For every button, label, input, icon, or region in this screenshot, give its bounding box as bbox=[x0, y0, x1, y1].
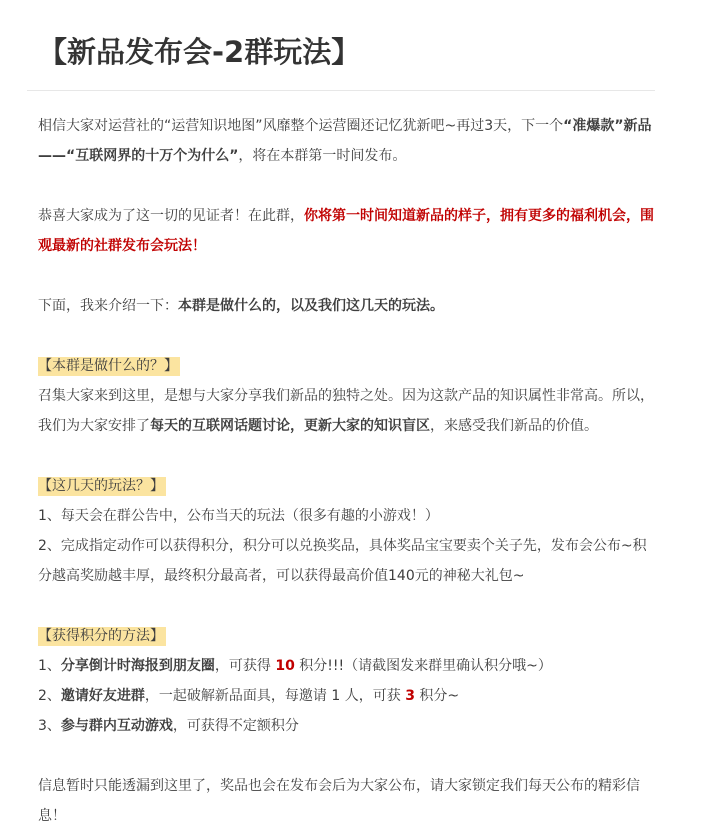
text-segment: 2、 bbox=[38, 688, 61, 704]
section-tag-gameplay: 【这几天的玩法？】 bbox=[38, 478, 164, 494]
text-segment: 积分~ bbox=[414, 688, 460, 704]
text-segment: 恭喜大家成为了这一切的见证者！在此群， bbox=[38, 208, 304, 224]
intro-paragraph bbox=[38, 111, 658, 171]
article-body bbox=[38, 111, 658, 831]
paragraph-spacer bbox=[38, 261, 658, 291]
text-segment: 信息暂时只能透漏到这里了，奖品也会在发布会后为大家公布，请大家锁定我们每天公布的精彩信息！ bbox=[38, 778, 640, 824]
closing-paragraph bbox=[38, 771, 658, 831]
points-value: 3 bbox=[405, 688, 415, 704]
bold-text: 分享倒计时海报到朋友圈 bbox=[60, 658, 215, 674]
gameplay-item-1 bbox=[38, 501, 658, 531]
red-highlight-text: 你将第一时间知道新品的样子，拥有更多的福利机会，围观最新的社群发布会玩法！ bbox=[38, 208, 654, 254]
text-segment: ，可获得不定额积分 bbox=[172, 718, 299, 734]
bold-text: 参与群内互动游戏 bbox=[60, 718, 173, 734]
points-item-3 bbox=[38, 711, 658, 741]
paragraph-spacer bbox=[38, 741, 658, 771]
text-segment: ，一起破解新品面具，每邀请 1 人，可获 bbox=[144, 688, 406, 704]
text-segment: 1、 bbox=[38, 658, 61, 674]
witness-paragraph bbox=[38, 201, 658, 261]
paragraph-spacer bbox=[38, 591, 658, 621]
text-segment: 2、完成指定动作可以获得积分，积分可以兑换奖品，具体奖品宝宝要卖个关子先，发布会公布~积分越高奖励越丰厚，最终积分最高者，可以获得最高价值140元的神秘大礼包~ bbox=[38, 538, 647, 584]
section-tag-points: 【获得积分的方法】 bbox=[38, 628, 164, 644]
points-value: 10 bbox=[275, 658, 295, 674]
text-segment: 相信大家对运营社的“运营知识地图”风靡整个运营圈还记忆犹新吧~再过3天，下一个 bbox=[38, 118, 564, 134]
gameplay-item-2 bbox=[38, 531, 658, 591]
paragraph-spacer bbox=[38, 171, 658, 201]
bold-text: 邀请好友进群 bbox=[60, 688, 145, 704]
article-title: 【新品发布会-2群玩法】 bbox=[38, 35, 361, 69]
points-item-2 bbox=[38, 681, 658, 711]
introduce-paragraph bbox=[38, 291, 658, 321]
text-segment: ，将在本群第一时间发布。 bbox=[238, 148, 407, 164]
paragraph-spacer bbox=[38, 321, 658, 351]
text-segment: 积分!!!（请截图发来群里确认积分哦~） bbox=[294, 658, 552, 674]
bold-text: “准爆款”新品——“互联网界的十万个为什么” bbox=[38, 118, 652, 164]
bold-text: 每天的互联网话题讨论，更新大家的知识盲区 bbox=[150, 418, 430, 434]
text-segment: ，来感受我们新品的价值。 bbox=[430, 418, 598, 434]
text-segment: 3、 bbox=[38, 718, 61, 734]
text-segment: 1、每天会在群公告中，公布当天的玩法（很多有趣的小游戏！） bbox=[38, 508, 439, 524]
bold-text: 本群是做什么的，以及我们这几天的玩法。 bbox=[178, 298, 444, 314]
purpose-paragraph bbox=[38, 381, 658, 441]
text-segment: 召集大家来到这里，是想与大家分享我们新品的独特之处。因为这款产品的知识属性非常高。所以，我们为大家安排了 bbox=[38, 388, 654, 434]
points-item-1 bbox=[38, 651, 658, 681]
text-segment: ，可获得 bbox=[214, 658, 276, 674]
section-tag-purpose-row bbox=[38, 351, 658, 381]
title-divider bbox=[27, 90, 655, 91]
section-tag-purpose: 【本群是做什么的？】 bbox=[38, 358, 178, 374]
text-segment: 下面，我来介绍一下： bbox=[38, 298, 178, 314]
paragraph-spacer bbox=[38, 441, 658, 471]
section-tag-points-row bbox=[38, 621, 658, 651]
section-tag-gameplay-row bbox=[38, 471, 658, 501]
